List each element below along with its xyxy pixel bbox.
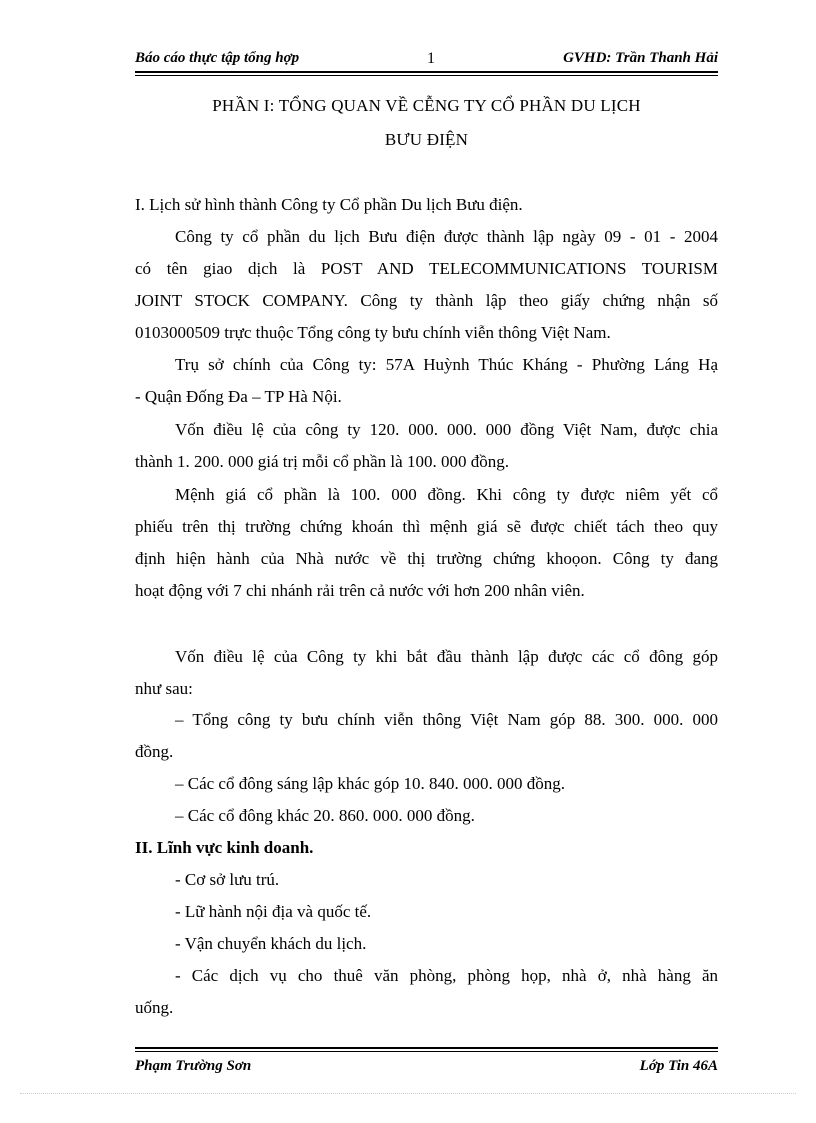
business-item: - Vận chuyển khách du lịch. bbox=[175, 934, 367, 953]
business-item: - Các dịch vụ cho thuê văn phòng, phòng họp, nhà ở, nhà hàng ăn bbox=[175, 966, 718, 985]
header-report-title: Báo cáo thực tập tổng hợp bbox=[135, 50, 300, 66]
page-footer bbox=[135, 1058, 718, 1078]
paragraph-line: thành 1. 200. 000 giá trị mỗi cổ phần là 100. 000 đồng. bbox=[135, 452, 509, 471]
business-item: - Lữ hành nội địa và quốc tế. bbox=[175, 902, 372, 921]
shareholder-item: – Tổng công ty bưu chính viễn thông Việt Nam góp 88. 300. 000. 000 bbox=[175, 710, 718, 729]
business-item-cont: uống. bbox=[135, 998, 174, 1017]
footer-rule-thin bbox=[135, 1051, 718, 1052]
paragraph-line: - Quận Đống Đa – TP Hà Nội. bbox=[135, 387, 342, 406]
paragraph-line: có tên giao dịch là POST AND TELECOMMUNICATIONS TOURISM bbox=[135, 259, 718, 278]
page-bottom-edge bbox=[20, 1093, 796, 1094]
chapter-title-line1: PHẦN I: TỔNG QUAN VỀ CỄNG TY CỔ PHẦN DU LỊCH bbox=[212, 96, 641, 115]
paragraph-line: Vốn điều lệ của công ty 120. 000. 000. 000 đồng Việt Nam, được chia bbox=[175, 420, 718, 439]
section2-heading: II. Lĩnh vực kinh doanh. bbox=[135, 838, 314, 857]
header-supervisor: GVHD: Trần Thanh Hải bbox=[563, 50, 718, 66]
paragraph-line: JOINT STOCK COMPANY. Công ty thành lập theo giấy chứng nhận số bbox=[135, 291, 718, 310]
chapter-title-line2: BƯU ĐIỆN bbox=[384, 130, 469, 149]
paragraph-line: phiếu trên thị trường chứng khoán thì mệnh giá sẽ được chiết tách theo quy bbox=[135, 517, 718, 536]
paragraph-line: như sau: bbox=[135, 679, 193, 698]
paragraph-line: định hiện hành của Nhà nước về thị trường chứng khoọon. Công ty đang bbox=[135, 549, 718, 568]
footer-rule-thick bbox=[135, 1047, 718, 1049]
shareholder-item: – Các cổ đông sáng lập khác góp 10. 840. 000. 000 đồng. bbox=[175, 774, 565, 793]
header-page-number: 1 bbox=[427, 50, 435, 67]
paragraph-line: hoạt động với 7 chi nhánh rải trên cả nước với hơn 200 nhân viên. bbox=[135, 581, 585, 600]
shareholder-item-cont: đồng. bbox=[135, 742, 174, 761]
section1-heading: I. Lịch sử hình thành Công ty Cổ phần Du lịch Bưu điện. bbox=[135, 195, 523, 214]
header-rule-thin bbox=[135, 75, 718, 76]
footer-class: Lớp Tin 46A bbox=[639, 1058, 718, 1074]
header-rule-thick bbox=[135, 71, 718, 73]
shareholder-item: – Các cổ đông khác 20. 860. 000. 000 đồng. bbox=[175, 806, 475, 825]
paragraph-line: Công ty cổ phần du lịch Bưu điện được thành lập ngày 09 - 01 - 2004 bbox=[175, 227, 718, 246]
paragraph-line: Mệnh giá cổ phần là 100. 000 đồng. Khi công ty được niêm yết cổ bbox=[175, 485, 718, 504]
page-header bbox=[135, 48, 718, 70]
paragraph-line: 0103000509 trực thuộc Tổng công ty bưu chính viễn thông Việt Nam. bbox=[135, 323, 611, 342]
business-item: - Cơ sở lưu trú. bbox=[175, 870, 280, 889]
paragraph-line: Vốn điều lệ của Công ty khi bắt đầu thành lập được các cổ đông góp bbox=[175, 647, 718, 666]
footer-author: Phạm Trường Sơn bbox=[135, 1058, 252, 1074]
paragraph-line: Trụ sở chính của Công ty: 57A Huỳnh Thúc Kháng - Phường Láng Hạ bbox=[175, 355, 718, 374]
